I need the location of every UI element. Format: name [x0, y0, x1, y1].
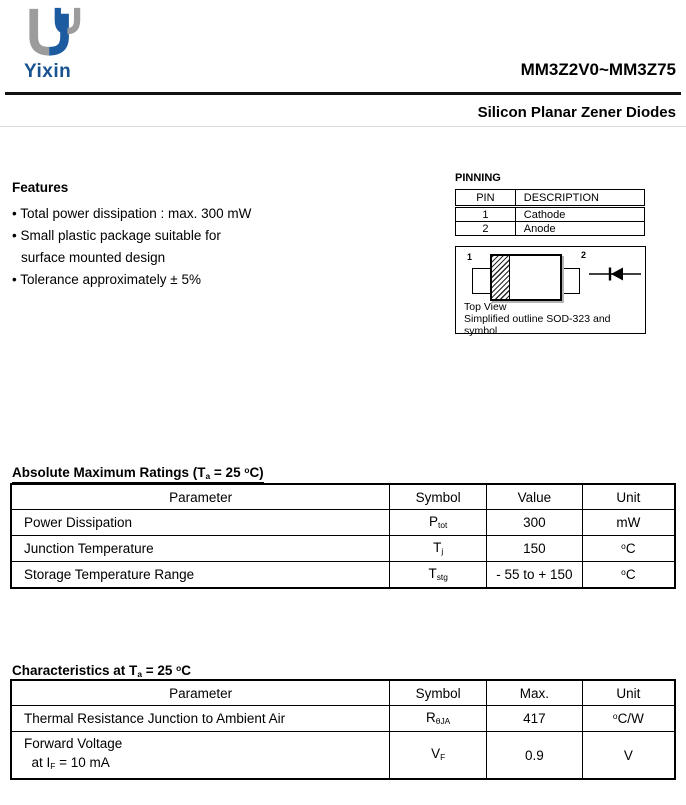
diagram-caption-line1: Top View [464, 301, 507, 313]
diagram-caption-line2: Simplified outline SOD-323 and symbol [464, 313, 611, 337]
value-cell: 150 [487, 536, 583, 562]
col-header-symbol: Symbol [390, 680, 487, 706]
pinning-col-description: DESCRIPTION [515, 190, 644, 207]
pinning-table [455, 189, 645, 236]
table-row [11, 562, 675, 589]
symbol-cell: $P_{tot}$ [390, 510, 487, 536]
feature-item-continuation: surface mounted design [21, 250, 166, 265]
value-cell: 0.9 [487, 732, 583, 780]
value-cell: 417 [487, 706, 583, 732]
brand-name: Yixin [24, 61, 72, 82]
col-header-parameter: Parameter [11, 680, 390, 706]
package-pin2-lead [560, 268, 580, 294]
pin-description-cell: Anode [515, 222, 644, 236]
feature-item: • Small plastic package suitable for [12, 228, 221, 243]
features-title: Features [12, 180, 69, 195]
abs-max-ratings-table [10, 483, 676, 589]
col-header-symbol: Symbol [390, 484, 487, 510]
table-row [11, 510, 675, 536]
col-header-parameter: Parameter [11, 484, 390, 510]
pin2-label: 2 [581, 250, 587, 260]
value-cell: - 55 to + 150 [487, 562, 583, 589]
characteristics-heading-text: Characteristics at $T_a = 25$ $^o$C [12, 663, 191, 680]
parameter-cell: Junction Temperature [11, 536, 390, 562]
feature-item: • Total power dissipation : max. 300 mW [12, 206, 252, 221]
table-header-row [11, 680, 675, 706]
pinning-title: PINNING [455, 172, 501, 184]
table-row [456, 222, 645, 236]
parameter-cell: Power Dissipation [11, 510, 390, 536]
package-diagram [455, 246, 646, 337]
parameter-cell: Thermal Resistance Junction to Ambient Air [11, 706, 390, 732]
symbol-cell: $T_j$ [390, 536, 487, 562]
pin-number-cell: 1 [456, 207, 516, 222]
unit-cell: V [582, 732, 675, 780]
table-header-row [11, 484, 675, 510]
package-body [490, 254, 562, 301]
zener-diode-symbol-icon [589, 264, 641, 284]
brand-logo [24, 6, 144, 83]
characteristics-table [10, 679, 676, 780]
table-row [11, 706, 675, 732]
parameter-cell: Forward Voltage at $I_F = 10$ mA [11, 732, 390, 780]
characteristics-heading [12, 663, 191, 679]
pinning-header-row [456, 190, 645, 207]
value-cell: 300 [487, 510, 583, 536]
double-u-logo-icon [24, 6, 82, 58]
feature-item: • Tolerance approximately ± 5% [12, 272, 201, 287]
features-section [12, 180, 352, 291]
cathode-band [492, 256, 510, 299]
table-row [11, 732, 675, 780]
table-row [456, 207, 645, 222]
unit-cell: mW [582, 510, 675, 536]
abs-max-ratings-heading-text: Absolute Maximum Ratings ($T_a = 25$ $^o$C) [12, 465, 264, 482]
page-subtitle: Silicon Planar Zener Diodes [477, 104, 676, 121]
pin-number-cell: 2 [456, 222, 516, 236]
header-divider [5, 92, 681, 95]
table-row [11, 536, 675, 562]
symbol-cell: $T_{stg}$ [390, 562, 487, 589]
col-header-max: Max. [487, 680, 583, 706]
pinning-col-pin: PIN [456, 190, 516, 207]
unit-cell: $^o$C/W [582, 706, 675, 732]
abs-max-ratings-heading [12, 465, 264, 483]
subheader-divider [0, 126, 686, 127]
symbol-cell: $V_F$ [390, 732, 487, 780]
pin1-label: 1 [467, 252, 473, 262]
pinning-section [455, 172, 645, 236]
col-header-value: Value [487, 484, 583, 510]
col-header-unit: Unit [582, 484, 675, 510]
pin-description-cell: Cathode [515, 207, 644, 222]
symbol-cell: $R_{\theta JA}$ [390, 706, 487, 732]
parameter-cell: Storage Temperature Range [11, 562, 390, 589]
col-header-unit: Unit [582, 680, 675, 706]
unit-cell: $^o$C [582, 536, 675, 562]
part-number-title: MM3Z2V0~MM3Z75 [520, 60, 676, 79]
package-pin1-lead [472, 268, 492, 294]
unit-cell: $^o$C [582, 562, 675, 589]
